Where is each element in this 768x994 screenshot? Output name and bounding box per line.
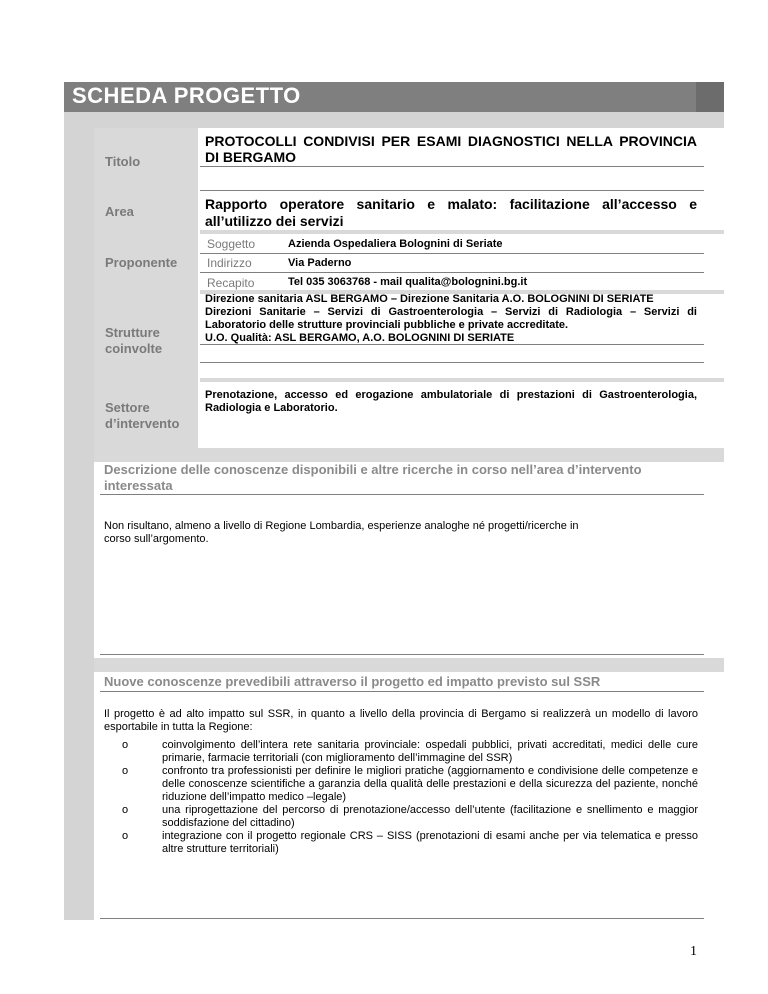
- divider: [100, 654, 704, 655]
- list-item: [122, 804, 698, 830]
- recapito-value: Tel 035 3063768 - mail qualita@bolognini.bg.it: [288, 276, 528, 288]
- list-item-text: integrazione con il progetto regionale CRS – SISS (prenotazioni di esami anche per via telematica e presso altre strutture territoriali): [162, 830, 698, 855]
- divider: [200, 253, 704, 254]
- section2-intro: Il progetto è ad alto impatto sul SSR, in quanto a livello della provincia di Bergamo si realizzerà un modello di lavoro esportabile in tutta la Regione:: [104, 708, 698, 733]
- struttura-line: Direzione sanitaria ASL BERGAMO – Direzione Sanitaria A.O. BOLOGNINI DI SERIATE: [205, 293, 654, 305]
- left-margin-band: [64, 112, 94, 920]
- strutture-list: [205, 293, 697, 345]
- divider: [200, 344, 704, 345]
- label-recapito: Recapito: [207, 276, 255, 290]
- divider: [200, 272, 704, 273]
- label-settore: Settore d’intervento: [105, 400, 180, 431]
- divider-band: [200, 230, 724, 234]
- label-indirizzo: Indirizzo: [207, 256, 252, 270]
- list-item-text: una riprogettazione del percorso di prenotazione/accesso dell’utente (facilitazione e snellimento e maggior soddisfazione del cittadino): [162, 804, 698, 829]
- label-soggetto: Soggetto: [207, 237, 256, 251]
- bullet-icon: o: [122, 830, 129, 842]
- divider: [100, 691, 704, 692]
- top-gray-band: [64, 112, 724, 128]
- label-proponente: Proponente: [105, 255, 178, 270]
- section1-text: Non risultano, almeno a livello di Regione Lombardia, esperienze analoghe né progetti/ricerche in corso sull’argomento.: [104, 520, 579, 545]
- struttura-line: Direzioni Sanitarie – Servizi di Gastroenterologia – Servizi di Radiologia – Servizi di Laboratorio delle strutture provinciali pubbliche e private accreditate.: [205, 306, 697, 331]
- list-item-text: confronto tra professionisti per definire le migliori pratiche (aggiornamento e condivisione delle competenze e delle conoscenze scientifiche a garanzia della qualità delle prestazioni e della sicurezza del paziente, nonché riduzione dell’impatto medico –legale): [162, 765, 698, 803]
- struttura-line: U.O. Qualità: ASL BERGAMO, A.O. BOLOGNINI DI SERIATE: [205, 332, 515, 344]
- settore-value: Prenotazione, accesso ed erogazione ambulatoriale di prestazioni di Gastroenterologia, Radiologia e Laboratorio.: [205, 389, 697, 414]
- indirizzo-value: Via Paderno: [288, 257, 352, 269]
- bullet-icon: o: [122, 739, 129, 751]
- area-value: Rapporto operatore sanitario e malato: facilitazione all’accesso e all’utilizzo dei servizi: [205, 196, 697, 229]
- label-area: Area: [105, 204, 134, 219]
- list-item: [122, 830, 698, 856]
- label-titolo: Titolo: [105, 154, 141, 169]
- page-title: SCHEDA PROGETTO: [72, 83, 301, 108]
- list-item: [122, 765, 698, 804]
- divider: [100, 494, 704, 495]
- divider-band: [200, 378, 724, 382]
- divider: [100, 918, 704, 919]
- section-band: [94, 448, 724, 462]
- project-title: PROTOCOLLI CONDIVISI PER ESAMI DIAGNOSTICI NELLA PROVINCIA DI BERGAMO: [205, 133, 697, 165]
- divider: [200, 190, 704, 191]
- list-item: [122, 739, 698, 765]
- divider: [200, 362, 704, 363]
- list-item-text: coinvolgimento dell’intera rete sanitaria provinciale: ospedali pubblici, privati accreditati, medici delle cure primarie, farmacie territoriali (con miglioramento dell’immagine del SSR): [162, 739, 698, 764]
- page-number: 1: [690, 944, 697, 959]
- label-strutture: Strutture coinvolte: [105, 325, 163, 356]
- section1-title: Descrizione delle conoscenze disponibili e altre ricerche in corso nell’area d’intervento interessata: [104, 462, 642, 493]
- bullet-icon: o: [122, 804, 129, 816]
- section-band: [94, 658, 724, 672]
- bullet-icon: o: [122, 765, 129, 777]
- section2-title: Nuove conoscenze prevedibili attraverso il progetto ed impatto previsto sul SSR: [104, 674, 601, 689]
- impact-list: [122, 739, 698, 856]
- divider: [200, 166, 704, 167]
- soggetto-value: Azienda Ospedaliera Bolognini di Seriate: [288, 238, 503, 250]
